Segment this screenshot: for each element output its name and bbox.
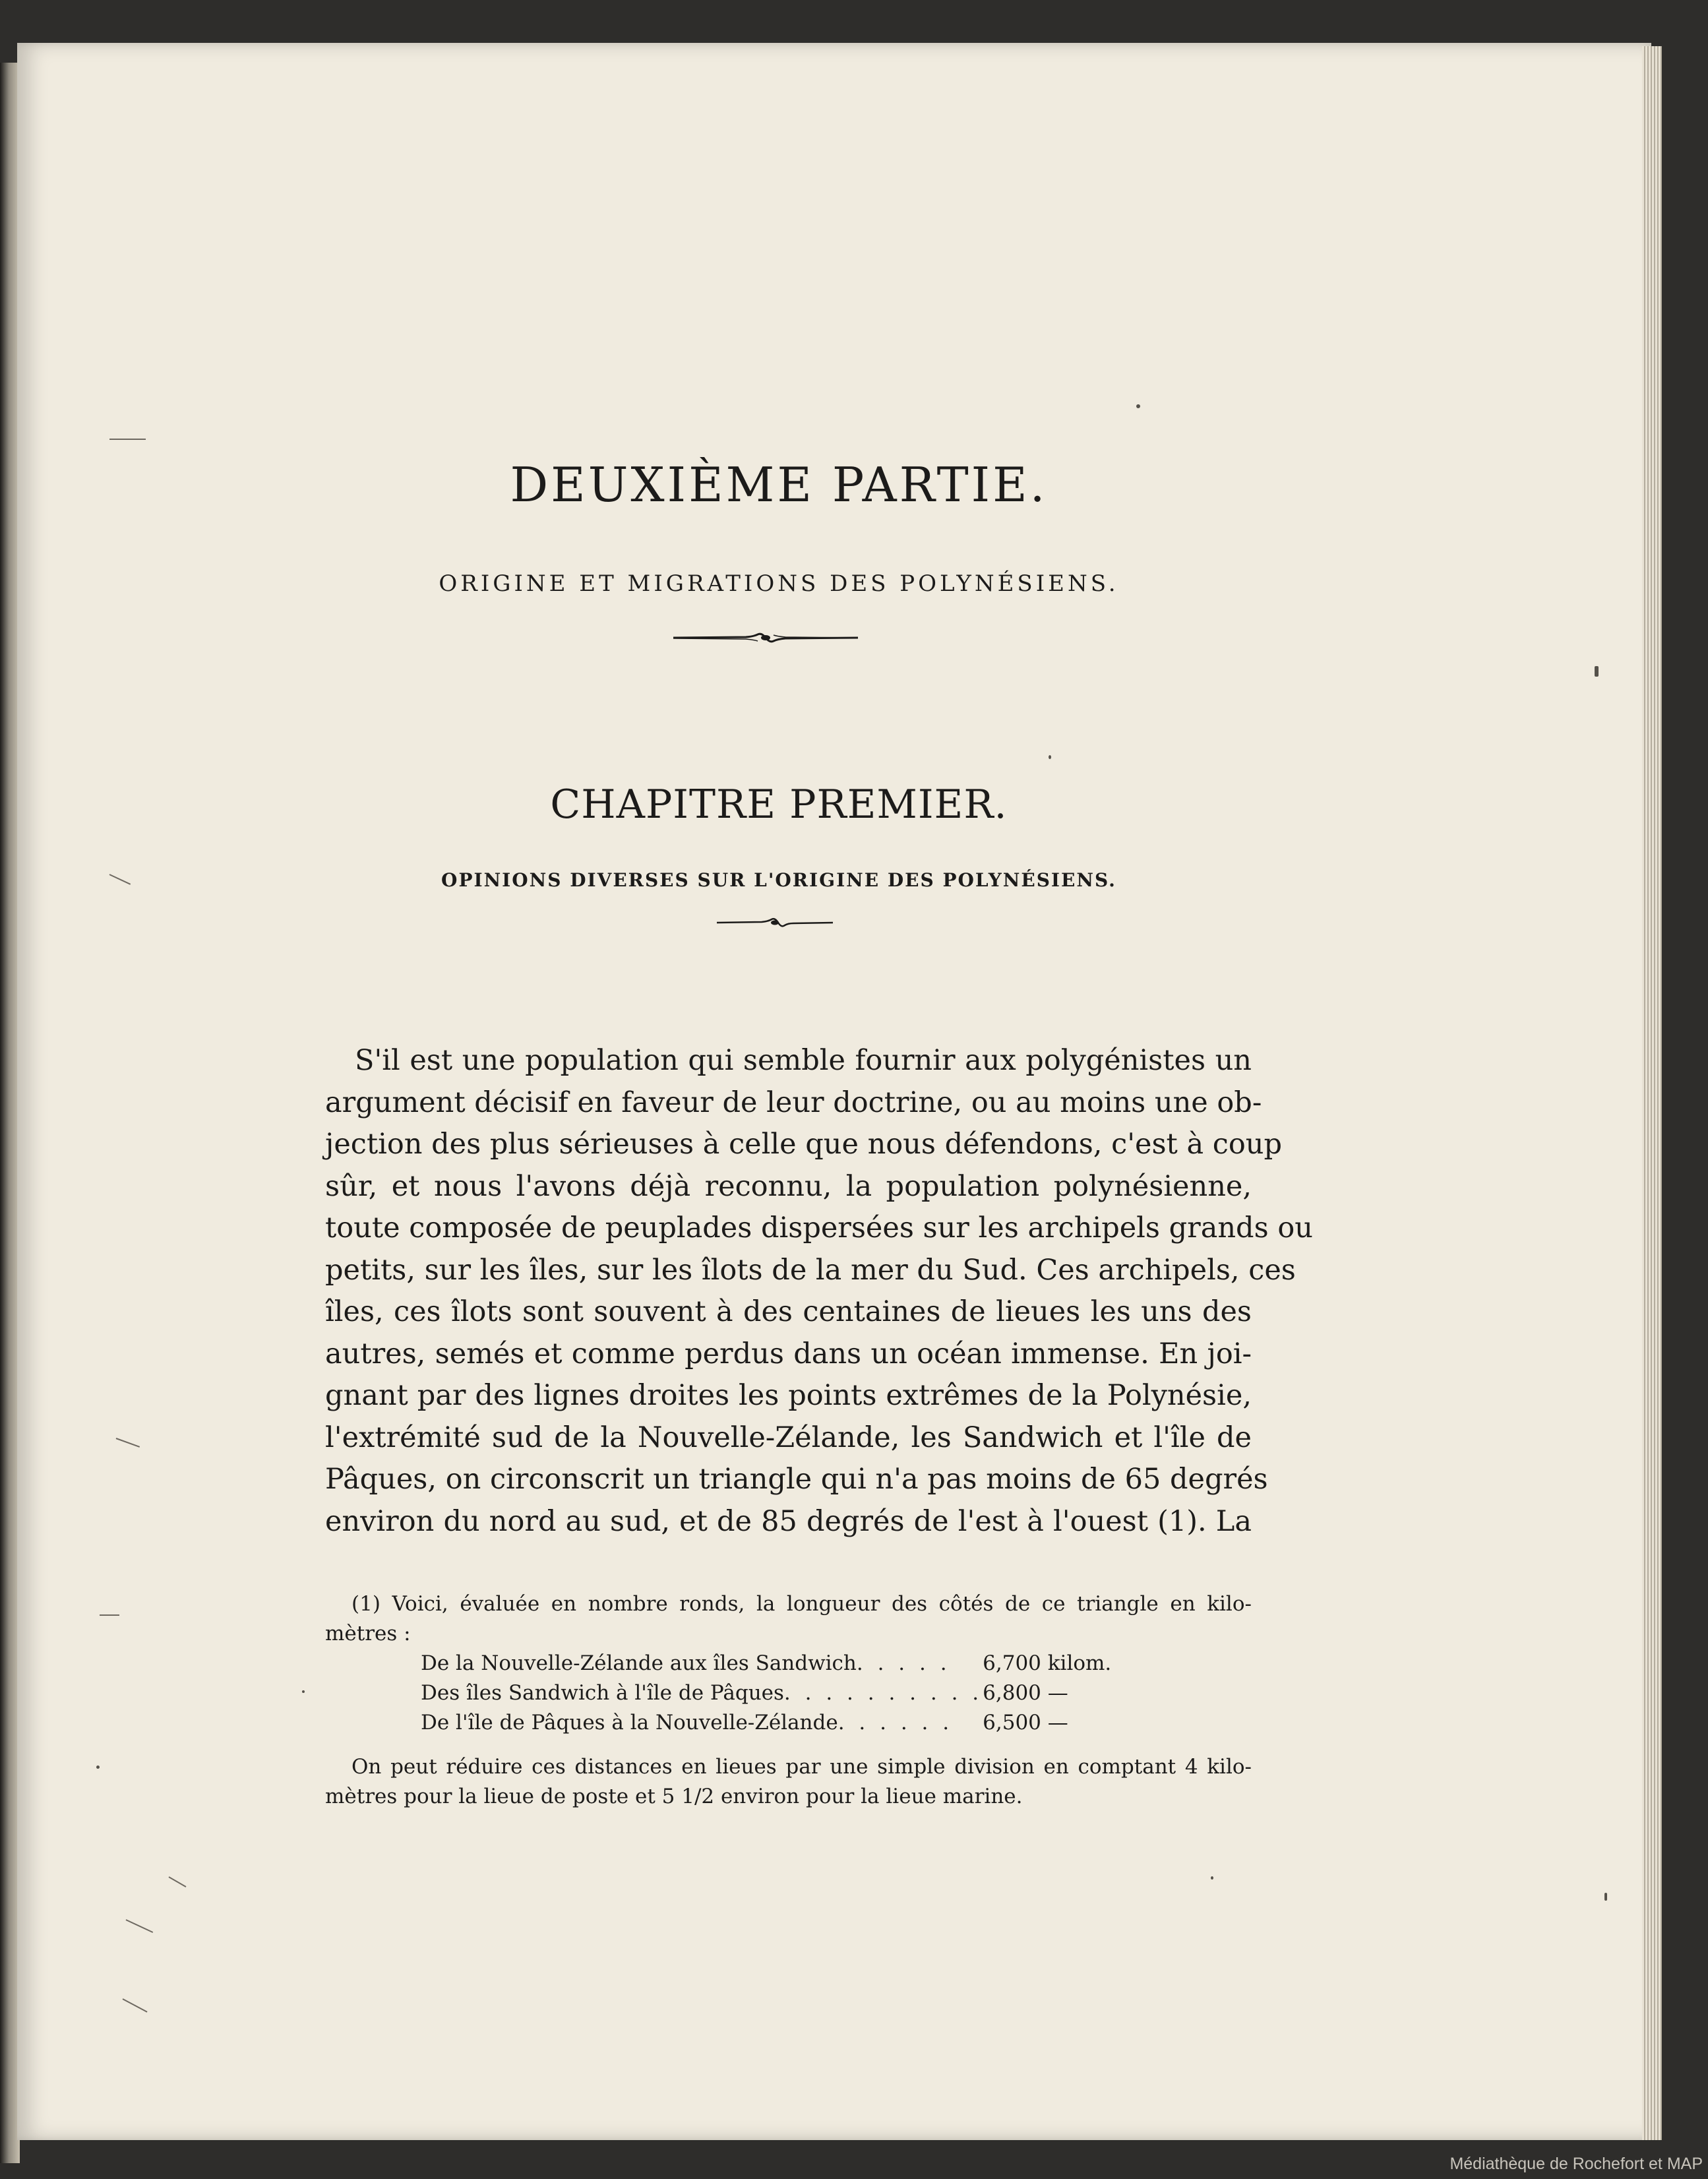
paper-mark: [126, 1919, 154, 1933]
footnote-line: mètres pour la lieue de poste et 5 1/2 environ pour la lieue marine.: [325, 1785, 1023, 1808]
ornament-divider-icon: [716, 916, 834, 929]
table-row: [421, 1649, 1114, 1678]
distance-value: 6,700 kilom.: [983, 1651, 1112, 1675]
paper-mark: [100, 1614, 119, 1616]
table-row: [421, 1678, 1114, 1708]
ornament-divider-icon: [672, 630, 859, 646]
body-line: S'il est une population qui semble fournir aux polygénistes un: [355, 1044, 1252, 1077]
distance-value: 6,800 —: [983, 1681, 1068, 1705]
distance-route: Des îles Sandwich à l'île de Pâques: [421, 1681, 784, 1705]
paper-speck: [302, 1690, 305, 1693]
footnote-line: On peut réduire ces distances en lieues par une simple division en comptant 4 kilo-: [351, 1755, 1252, 1779]
part-title: DEUXIÈME PARTIE.: [510, 457, 1048, 512]
body-line: îles, ces îlots sont souvent à des centaines de lieues les uns des: [325, 1295, 1252, 1328]
library-credit: Médiathèque de Rochefort et MAP: [1449, 2155, 1703, 2173]
body-line: environ du nord au sud, et de 85 degrés de l'est à l'ouest (1). La: [325, 1504, 1252, 1538]
chapter-title: CHAPITRE PREMIER.: [550, 782, 1008, 828]
paper-speck: [1049, 755, 1051, 759]
paper-speck: [1595, 666, 1599, 677]
dot-leader: . . . . . .: [838, 1711, 954, 1734]
body-line: toute composée de peuplades dispersées sur les archipels grands ou: [325, 1212, 1313, 1244]
dot-leader: . . . . .: [856, 1651, 951, 1675]
paper-speck: [1136, 404, 1140, 408]
paper-mark: [123, 1998, 148, 2012]
paper-speck: [1604, 1893, 1607, 1901]
dot-leader: . . . . . . . . . .: [783, 1681, 983, 1705]
body-line: Pâques, on circonscrit un triangle qui n'a pas moins de 65 degrés: [325, 1463, 1268, 1496]
paper-mark: [169, 1876, 187, 1887]
distance-table: [421, 1649, 1114, 1738]
body-line: autres, semés et comme perdus dans un océan immense. En joi-: [325, 1337, 1252, 1370]
body-line: gnant par des lignes droites les points extrêmes de la Polynésie,: [325, 1379, 1252, 1412]
footnote-line: mètres :: [325, 1622, 411, 1645]
table-row: [421, 1708, 1114, 1738]
body-line: sûr, et nous l'avons déjà reconnu, la population polynésienne,: [325, 1169, 1252, 1203]
body-line: petits, sur les îles, sur les îlots de la mer du Sud. Ces archipels, ces: [325, 1253, 1296, 1287]
paper-speck: [96, 1765, 100, 1769]
distance-route: De la Nouvelle-Zélande aux îles Sandwich: [421, 1651, 857, 1675]
part-subtitle: ORIGINE ET MIGRATIONS DES POLYNÉSIENS.: [439, 570, 1119, 597]
paper-speck: [1211, 1876, 1213, 1880]
book-page: [17, 43, 1651, 2140]
body-line: l'extrémité sud de la Nouvelle-Zélande, les Sandwich et l'île de: [325, 1421, 1252, 1454]
footnote-line: (1) Voici, évaluée en nombre ronds, la longueur des côtés de ce triangle en kilo-: [351, 1592, 1252, 1616]
page-stack-edge: [1642, 46, 1662, 2140]
body-paragraph: [325, 1040, 1313, 1543]
distance-value: 6,500 —: [983, 1711, 1068, 1734]
chapter-subtitle: OPINIONS DIVERSES SUR L'ORIGINE DES POLYNÉSIENS.: [441, 869, 1116, 891]
paper-mark: [116, 1438, 140, 1448]
footnote: [325, 1589, 1252, 1812]
distance-route: De l'île de Pâques à la Nouvelle-Zélande: [421, 1711, 838, 1734]
body-line: argument décisif en faveur de leur doctrine, ou au moins une ob-: [325, 1086, 1262, 1119]
paper-mark: [109, 439, 146, 440]
body-line: jection des plus sérieuses à celle que nous défendons, c'est à coup: [325, 1128, 1282, 1161]
